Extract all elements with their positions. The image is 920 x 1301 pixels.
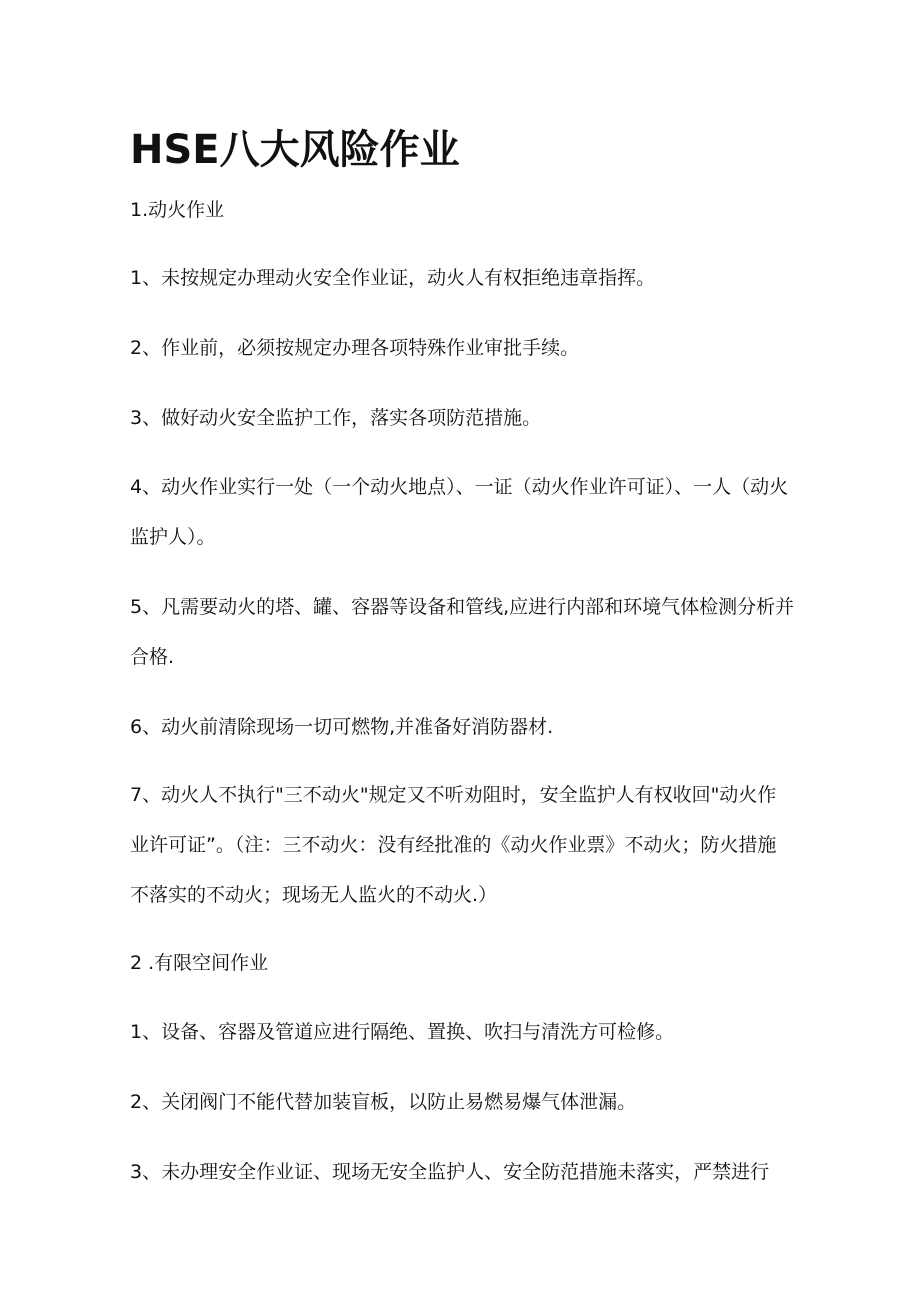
list-item: 1、设备、容器及管道应进行隔绝、置换、吹扫与清洗方可检修。 (130, 1021, 675, 1043)
list-item: 4、动火作业实行一处（一个动火地点）、一证（动火作业许可证）、一人（动火监护人）。 (130, 476, 789, 548)
list-item: 5、凡需要动火的塔、罐、容器等设备和管线,应进行内部和环境气体检测分析并合格. (130, 596, 795, 668)
list-item: 3、做好动火安全监护工作，落实各项防范措施。 (130, 407, 542, 429)
section-heading: 1.动火作业 (130, 199, 225, 221)
list-item: 1、未按规定办理动火安全作业证，动火人有权拒绝违章指挥。 (130, 267, 656, 289)
list-item: 7、动火人不执行"三不动火"规定又不听劝阻时，安全监护人有权收回"动火作业许可证”。（注：三不动火：没有经批准的《动火作业票》不动火；防火措施不落实的不动火；现场无人监火的不动火.） (130, 784, 777, 906)
section-heading: 2 .有限空间作业 (130, 952, 269, 974)
list-item: 2、关闭阀门不能代替加装盲板，以防止易燃易爆气体泄漏。 (130, 1091, 637, 1113)
list-item: 6、动火前清除现场一切可燃物,并准备好消防器材. (130, 716, 554, 738)
list-item: 2、作业前，必须按规定办理各项特殊作业审批手续。 (130, 337, 580, 359)
list-item: 3、未办理安全作业证、现场无安全监护人、安全防范措施未落实，严禁进行 (130, 1161, 770, 1183)
page-title: HSE八大风险作业 (130, 127, 460, 173)
